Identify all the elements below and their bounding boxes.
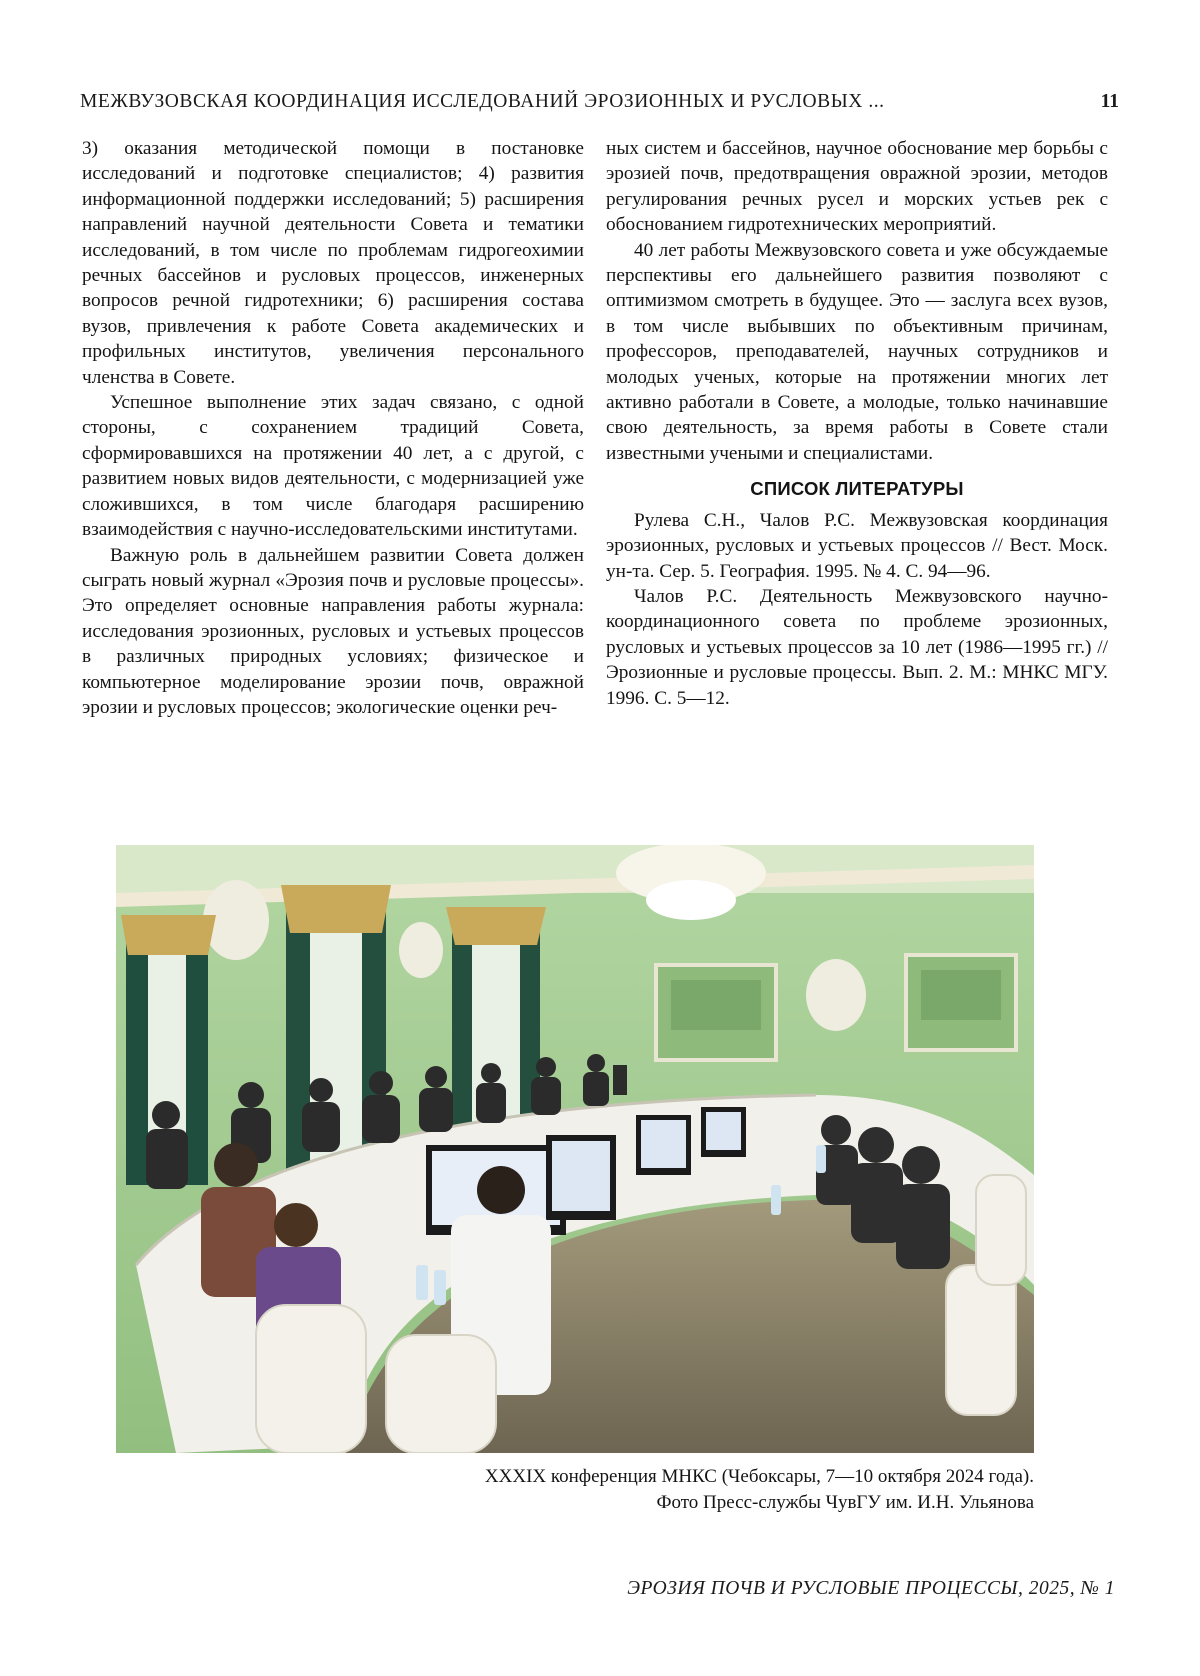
left-column [82,136,584,720]
paragraph: Важную роль в дальнейшем развитии Совета должен сыграть новый журнал «Эрозия почв и русловые процессы». Это определяет основные направления работы журнала: исследования эрозионных, русловых и устьевых процессов в различных природных условиях; физическое и компьютерное моделирование эрозии почв, овражной эрозии и русловых процессов; экологические оценки реч- [82,544,584,718]
reference-item: Чалов Р.С. Деятельность Межвузовского научно-координационного совета по проблеме эрозионных, русловых и устьевых процессов за 10 лет (1986—1995 гг.) // Эрозионные и русловые процессы. Вып. 2. М.: МНКС МГУ. 1996. С. 5—12. [606,585,1108,709]
caption-line: XXXIX конференция МНКС (Чебоксары, 7—10 октября 2024 года). [484,1466,1034,1487]
references-heading: СПИСОК ЛИТЕРАТУРЫ [750,478,964,500]
reference-item: Рулева С.Н., Чалов Р.С. Межвузовская координация эрозионных, русловых и устьевых процессов // Вест. Моск. ун-та. Сер. 5. География. 1995. № 4. С. 94—96. [606,509,1108,582]
paragraph: ных систем и бассейнов, научное обоснование мер борьбы с эрозией почв, предотвращения овражной эрозии, методов регулирования речных русел и морских устьев рек с обоснованием гидротехнических мероприятий. [606,138,1108,236]
caption-credit: Фото Пресс-службы ЧувГУ им. И.Н. Ульянова [656,1492,1034,1513]
conference-photo [116,845,1034,1453]
running-title: МЕЖВУЗОВСКАЯ КООРДИНАЦИЯ ИССЛЕДОВАНИЙ ЭРОЗИОННЫХ И РУСЛОВЫХ ... [80,91,885,112]
figure-caption [485,1464,1034,1516]
paragraph: 3) оказания методической помощи в постановке исследований и подготовке специалистов; 4) развития информационной поддержки исследований; 5) расширения направлений научной деятельности Совета и тематики исследований, в том числе по проблемам гидрогеохимии речных бассейнов и русловых процессов, инженерных вопросов речной гидротехники; 6) расширения состава вузов, привлечения к работе Совета академических и профильных институтов, увеличения персонального членства в Совете. [82,138,584,388]
right-column [606,136,1108,711]
journal-footer: ЭРОЗИЯ ПОЧВ И РУСЛОВЫЕ ПРОЦЕССЫ, 2025, № 1 [627,1578,1115,1599]
page-number: 11 [1100,91,1119,112]
paragraph: Успешное выполнение этих задач связано, с одной стороны, с сохранением традиций Совета, сформировавшихся на протяжении 40 лет, а с другой, с развитием новых видов деятельности, с модернизацией уже сложившихся, в том числе благодаря расширению взаимодействия с научно-исследовательскими институтами. [82,392,584,541]
paragraph: 40 лет работы Межвузовского совета и уже обсуждаемые перспективы его дальнейшего развития позволяют с оптимизмом смотреть в будущее. Это — заслуга всех вузов, в том числе выбывших по объективным причинам, профессоров, преподавателей, научных сотрудников и молодых ученых, которые на протяжении многих лет активно работали в Совете, а молодые, только начинавшие свою деятельность, за время работы в Совете стали известными учеными и специалистами. [606,239,1108,464]
